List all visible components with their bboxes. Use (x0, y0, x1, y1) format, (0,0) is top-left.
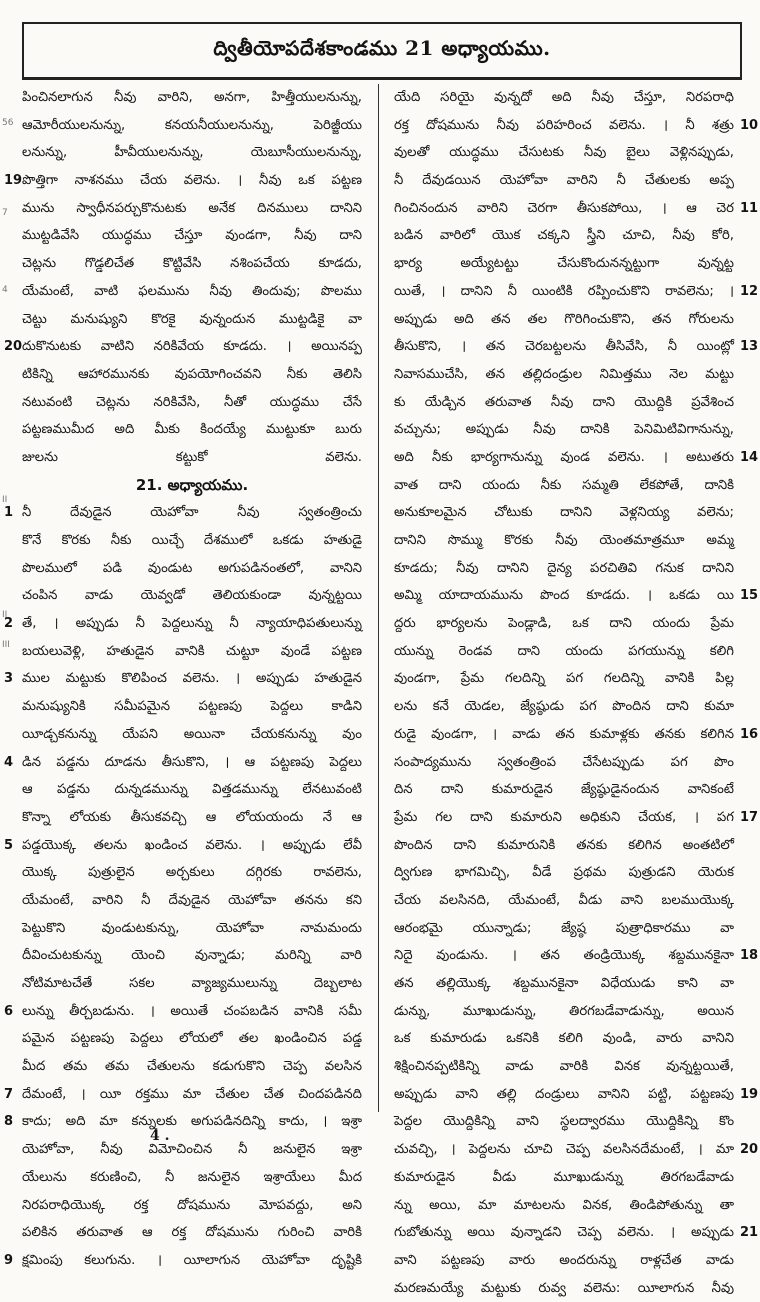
line-text: క్షమింపు కలుగును. । యీలాగున యెహోవా దృష్టికి (22, 1252, 362, 1268)
line-text: కుమారుడైన వీడు మూఖుడున్ను తిరగబడేవాడు (394, 1169, 734, 1185)
line-text: తన తల్లియొక్క శబ్దమునకైనా విధేయుడు కాని వా (394, 976, 734, 991)
line-text: బయలువెళ్లి, హతుడైన వానికి చుట్టూ వుండే పట్టణ (22, 643, 362, 659)
line-text: తీసుకొని, । తన చెరబట్టలను తీసివేసి, నీ యింట్లో (394, 339, 734, 355)
text-line (22, 389, 362, 417)
line-text: ఆరంభమై యున్నాడు; జ్యేష్ఠ పుత్రాధికారము వా (394, 920, 734, 936)
text-line (394, 776, 734, 804)
text-line (22, 306, 362, 334)
text-line (4, 167, 362, 195)
text-line (394, 527, 734, 555)
text-line (22, 804, 362, 832)
text-line (394, 1053, 734, 1081)
line-text: నీ దేవుడయిన యెహోవా వారిని నీ చేతులకు అప్ప (394, 173, 734, 189)
line-text: టికిన్ని ఆహారమునకు వుపయోగించవని నీకు తెలిసి (22, 366, 362, 382)
text-line (394, 998, 734, 1026)
margin-mark: 56 (2, 118, 14, 128)
line-text: వచ్చును; అప్పుడు నీవు దానికి పెనిమిటివిగానున్ను, (394, 422, 734, 438)
line-text: జులను కట్టుకో వలెను. (22, 449, 362, 465)
text-line (394, 1192, 734, 1220)
line-text: చువచ్చి, । పెద్దలను చూచి చెప్ప వలసినదేమంటే, । మా (394, 1142, 734, 1158)
text-line (394, 832, 734, 860)
text-line (394, 499, 734, 527)
line-text: వుండగా, ప్రేమ గలదిన్ని పగ గలదిన్ని వానికి పిల్ల (394, 671, 734, 687)
chapter-heading (22, 472, 362, 500)
line-text: భార్య అయ్యేటట్టు చేసుకొందునన్నట్టుగా వున్నట్ట (394, 256, 734, 272)
line-text: ద్విగుణ భాగమిచ్చి, వీడే ప్రథమ పుత్రుడని యెరుక (394, 865, 734, 881)
line-text: పొందిన దాని కుమారునికి తనకు కలిగిన అంతటిలో (394, 837, 734, 853)
line-text: ద్దరు భార్యలను పెండ్లాడి, ఒక దాని యందు ప్రేమ (394, 616, 734, 632)
line-text: దీవించుటకున్ను యెంచి వున్నాడు; మరిన్ని వారి (22, 948, 362, 964)
line-text: సంపాద్యమును స్వతంత్రింప చేసేటప్పుడు పగ పొం (394, 754, 734, 770)
text-line (22, 361, 362, 389)
line-text: కు యేడ్చిన తరువాత నీవు దాని యొద్దికి ప్రవేశించ (394, 394, 734, 410)
text-line (22, 444, 362, 472)
verse-number: 3 (4, 671, 14, 687)
page-number: 4 . (150, 1128, 170, 1144)
line-text: వాత దాని యందు నీకు సమ్మతి లేకపోతే, దానికి (394, 477, 734, 493)
line-text: డిన పడ్డను దూడను తీసుకొని, । ఆ పట్టణపు పెద్దలు (22, 754, 362, 770)
text-line (394, 1247, 734, 1275)
margin-mark: III (2, 640, 10, 650)
line-text: దుకొనుటకు వాటిని నరికివేయ కూడదు. । అయినప్ప (22, 339, 362, 355)
verse-number: 7 (4, 1086, 14, 1102)
line-text: యితే, । దానిని నీ యింటికి రప్పించుకొని రావలెను; । (394, 283, 734, 299)
text-line (4, 998, 362, 1026)
line-text: తే, । అప్పుడు నీ పెద్దలున్ను నీ న్యాయాధిపతులున్ను (22, 616, 362, 632)
text-line (22, 112, 362, 140)
text-line (394, 1219, 759, 1247)
line-text: పట్టణముమీద అది మీకు కిందయ్యే ముట్టుకూ బురు (22, 422, 362, 438)
text-line (22, 915, 362, 943)
line-text: ఒక కుమారుడు ఒకనికి కలిగి వుండి, వారు వానిని (394, 1031, 734, 1047)
text-line (22, 1219, 362, 1247)
line-text: యేమంటే, వాటి ఫలమును నీవు తిందువు; పొలము (22, 283, 362, 299)
verse-number: 10 (740, 117, 759, 133)
line-text: ఆ పడ్డను దున్నడమున్ను విత్తడమున్ను లేనటువంటి (22, 782, 362, 798)
line-text: నీ దేవుడైన యెహోవా నీవు స్వతంత్రించు (22, 505, 362, 521)
text-line (394, 1136, 759, 1164)
text-line (4, 1081, 362, 1109)
text-line (22, 195, 362, 223)
text-line (22, 139, 362, 167)
verse-number: 17 (740, 809, 759, 825)
text-line (22, 721, 362, 749)
text-line (22, 84, 362, 112)
line-text: 21. అధ్యాయము. (135, 475, 249, 494)
margin-mark: II (2, 495, 8, 505)
verse-number: 15 (740, 588, 759, 604)
text-line (22, 638, 362, 666)
verse-number: 8 (4, 1114, 14, 1130)
text-line (4, 665, 362, 693)
verse-number: 20 (740, 1142, 759, 1158)
text-line (394, 1081, 759, 1109)
verse-number: 2 (4, 616, 14, 632)
line-text: దేమంటే, । యీ రక్తము మా చేతుల చేత చిందపడినది (22, 1086, 362, 1102)
verse-number: 9 (4, 1252, 14, 1268)
line-text: కొనే కొరకు నీకు యిచ్చే దేశములో ఒకడు హతుడై (22, 533, 362, 548)
verse-number: 4 (4, 754, 14, 770)
text-line (394, 582, 759, 610)
text-line (22, 887, 362, 915)
line-text: మును స్వాధీనపర్చుకొనుటకు అనేక దినములు దానిని (22, 200, 362, 216)
line-text: లనున్ను, హీవీయులనున్ను, యెబూసీయులనున్ను, (22, 145, 362, 161)
text-line (394, 665, 734, 693)
text-line (22, 1025, 362, 1053)
margin-mark: II (2, 610, 8, 620)
line-text: న్ను అయి, మా మాటలను వినక, తిండిపోతున్ను తా (394, 1197, 734, 1213)
text-line (22, 582, 362, 610)
verse-number: 21 (740, 1225, 759, 1241)
line-text: యొక్క పుత్రులైన అర్చకులు దగ్గిరకు రావలెను, (22, 865, 362, 881)
line-text: రక్త దోషమును నీవు పరిహరించ వలెను. । నీ శత్రు (394, 117, 734, 133)
line-text: చంపిన వాడు యెవ్వడో తెలియకుండా వున్నట్టయి (22, 588, 362, 604)
line-text: చెట్లను గొడ్డలిచేత కొట్టివేసి నశింపచేయ కూడదు, (22, 256, 362, 272)
line-text: డున్ను, మూఖుడున్ను, తిరగబడేవాడున్ను, అయిన (394, 1003, 734, 1019)
line-text: యెహోవా, నీవు విమోచించిన నీ జనులైన ఇశ్రా (22, 1142, 362, 1158)
line-text: లను కనే యెడల, జ్యేష్ఠుడు పగ పొందిన దాని కుమా (394, 699, 734, 715)
margin-mark: 7 (2, 208, 8, 218)
text-line (394, 1164, 734, 1192)
line-text: యేలును కరుణించి, నీ జనులైన ఇశ్రాయేలు మీద (22, 1169, 362, 1185)
line-text: మరణమయ్యే మట్టుకు రువ్వ వలెను: యీలాగున నీవు (394, 1280, 734, 1296)
line-text: అప్పుడు అది తన తల గొరిగించుకొని, తన గోరులను (394, 311, 734, 327)
line-text: నిరపరాధియొక్క రక్త దోషమును మోపవద్దు, అని (22, 1197, 362, 1213)
line-text: మనుష్యునికి సమీపమైన పట్టణపు పెద్దలు కాడిని (22, 699, 362, 715)
text-line (394, 139, 734, 167)
line-text: అది నీకు భార్యగానున్ను వుండ వలెను. । అటుతరు (394, 449, 734, 465)
text-line (394, 1025, 734, 1053)
margin-mark: 4 (2, 285, 8, 295)
line-text: లున్ను తీర్చబడును. । అయితే చంపబడిన వానికి సమీ (22, 1003, 362, 1019)
line-text: అప్పుడు వాని తల్లి దండ్రులు వానిని పట్టి, పట్టణపు (394, 1086, 734, 1102)
text-line (22, 1053, 362, 1081)
header-title: ద్వితీయోపదేశకాండము 21 అధ్యాయము. (213, 36, 551, 60)
text-line (394, 250, 734, 278)
text-line (394, 84, 734, 112)
text-line (394, 638, 734, 666)
verse-number: 16 (740, 726, 759, 742)
text-line (22, 693, 362, 721)
text-line (22, 222, 362, 250)
line-text: కూడదు; నీవు దానిని దైన్య పరచితివి గనుక దానిని (394, 560, 734, 576)
line-text: ప్రేమ గల దాని కుమారుని అధికుని చేయక, । పగ (394, 809, 734, 825)
text-line (394, 306, 734, 334)
verse-number: 20 (4, 339, 23, 355)
line-text: కాదు; అది మా కన్నులకు అగుపడినదిన్ని కాదు, । ఇశ్రా (22, 1114, 362, 1130)
line-text: నటువంటి చెట్లను నరికివేసి, నీతో యుద్ధము చేసే (22, 394, 362, 410)
text-line (4, 749, 362, 777)
line-text: పొత్తిగా నాశనము చేయ వలెను. । నీవు ఒక పట్టణ (22, 173, 362, 189)
text-line (394, 942, 759, 970)
line-text: పడ్డయొక్క తలను ఖండించ వలెను. । అప్పుడు లేవీ (22, 837, 362, 853)
text-line (394, 278, 759, 306)
line-text: పించినలాగున నీవు వారిని, అనగా, హిత్తీయులనున్ను, (22, 90, 362, 105)
verse-number: 19 (4, 173, 23, 189)
text-line (22, 970, 362, 998)
verse-number: 5 (4, 837, 14, 853)
line-text: యున్ను రెండవ దాని యందు పగయున్ను కలిగి (394, 643, 734, 659)
text-line (394, 693, 734, 721)
text-line (394, 167, 734, 195)
text-line (22, 859, 362, 887)
text-line (394, 361, 734, 389)
text-line (394, 389, 734, 417)
line-text: అమ్మి యాదాయమును పొంద కూడదు. । ఒకడు యి (394, 588, 734, 604)
verse-number: 11 (740, 200, 759, 216)
line-text: నివాసముచేసి, తన తల్లిదండ్రుల నిమిత్తము నెల మట్టు (394, 366, 734, 382)
text-line (4, 1247, 362, 1275)
text-line (394, 610, 734, 638)
text-line (394, 915, 734, 943)
text-line (394, 555, 734, 583)
verse-number: 6 (4, 1003, 14, 1019)
right-column (394, 84, 759, 1296)
text-line (22, 416, 362, 444)
line-text: వులతో యుద్ధము చేసుటకు నీవు బైలు వెళ్లినప్పుడు, (394, 145, 734, 161)
text-line (394, 859, 734, 887)
text-line (394, 721, 759, 749)
text-line (4, 1108, 362, 1136)
text-line (4, 832, 362, 860)
text-line (394, 222, 734, 250)
text-line (394, 749, 734, 777)
text-line (4, 499, 362, 527)
line-text: బడిన వారిలో యొక చక్కని స్త్రీని చూచి, నీవు కోరి, (394, 228, 734, 244)
verse-number: 1 (4, 505, 14, 521)
text-line (394, 1275, 734, 1302)
line-text: పమైన పట్టణపు పెద్దలు లోయలో తల ఖండించిన పడ్డ (22, 1031, 362, 1047)
line-text: యేది సరియై వున్నదో అది నీవు చేస్తూ, నిరపరాధి (394, 90, 734, 105)
verse-number: 18 (740, 948, 759, 964)
text-line (394, 804, 759, 832)
text-line (22, 942, 362, 970)
text-line (22, 1164, 362, 1192)
line-text: పెట్టుకొని వుండుటకున్ను, యెహోవా నామమందు (22, 920, 362, 936)
line-text: నోటిమాటచేతే సకల వ్యాజ్యములున్ను దెబ్బలాట (22, 976, 362, 991)
line-text: మీద తమ తమ చేతులను కడుగుకొని చెప్ప వలసిన (22, 1059, 362, 1075)
line-text: గించినందున వారిని చెరగా తీసుకపోయి, । ఆ చెర (394, 200, 734, 216)
line-text: చెట్టు మనుష్యుని కొరకై వున్నందున ముట్టడికై వా (22, 311, 362, 327)
line-text: యేమంటే, వారిని నీ దేవుడైన యెహోవా తనను కని (22, 892, 362, 908)
line-text: వాని పట్టణపు వారు అందరున్ను రాళ్లచేత వాడు (394, 1252, 734, 1268)
line-text: పలికిన తరువాత ఆ రక్త దోషమును గురించి వారికి (22, 1225, 362, 1241)
text-line (394, 444, 759, 472)
text-line (394, 970, 734, 998)
line-text: యీడ్చకనున్ను యేపని అయినా చేయకనున్ను వుం (22, 726, 362, 742)
line-text: ముల మట్టుకు కొలిపించ వలెను. । అప్పుడు హతుడైన (22, 671, 362, 687)
line-text: ముట్టడివేసి యుద్ధము చేస్తూ వుండగా, నీవు దాని (22, 228, 362, 244)
text-line (394, 195, 759, 223)
line-text: దిన దాని కుమారుడైన జ్యేష్ఠుడైనందున వానికంటే (394, 782, 734, 798)
line-text: నిదై వుండును. । తన తండ్రియొక్క శబ్దమునకైనా (394, 948, 734, 964)
text-line (394, 416, 734, 444)
line-text: శిక్షించినప్పటికిన్ని వాడు వారికి వినక వున్నట్టయితే, (394, 1059, 734, 1075)
verse-number: 13 (740, 339, 759, 355)
running-header (22, 22, 742, 80)
verse-number: 12 (740, 283, 759, 299)
text-line (22, 555, 362, 583)
text-line (22, 278, 362, 306)
text-line (394, 1108, 734, 1136)
text-line (22, 776, 362, 804)
text-line (394, 887, 734, 915)
verse-number: 19 (740, 1086, 759, 1102)
text-line (22, 250, 362, 278)
line-text: పెద్దల యొద్దికిన్ని వాని స్థలద్వారము యొద్దికిన్ని కొం (394, 1114, 734, 1130)
line-text: దానిని సొమ్ము కొరకు నీవు యెంతమాత్రమూ అమ్మ (394, 533, 734, 548)
text-line (22, 1192, 362, 1220)
text-line (394, 472, 734, 500)
verse-number: 14 (740, 449, 759, 465)
text-line (4, 333, 362, 361)
line-text: అనుకూలమైన చోటుకు దానిని వెళ్లనియ్య వలెను; (394, 505, 734, 521)
line-text: పొలములో పడి వుండుట అగుపడినంతలో, వానిని (22, 560, 362, 576)
line-text: రుడై వుండగా, । వాడు తన కుమాళ్లకు తనకు కలిగిన (394, 726, 734, 742)
text-line (394, 333, 759, 361)
line-text: ఆమోరీయులనున్ను, కనయనీయులనున్ను, పెరిజ్జీయు (22, 117, 362, 133)
line-text: చేయ వలసినది, యేమంటే, వీడు వాని బలముయొక్క (394, 892, 734, 908)
line-text: గుబోతున్ను అయి వున్నాడని చెప్ప వలెను. । అప్పుడు (394, 1225, 734, 1241)
text-line (394, 112, 759, 140)
line-text: కొన్నా లోయకు తీసుకవచ్చి ఆ లోయయందు నే ఆ (22, 809, 362, 825)
text-line (22, 1136, 362, 1164)
text-line (22, 527, 362, 555)
